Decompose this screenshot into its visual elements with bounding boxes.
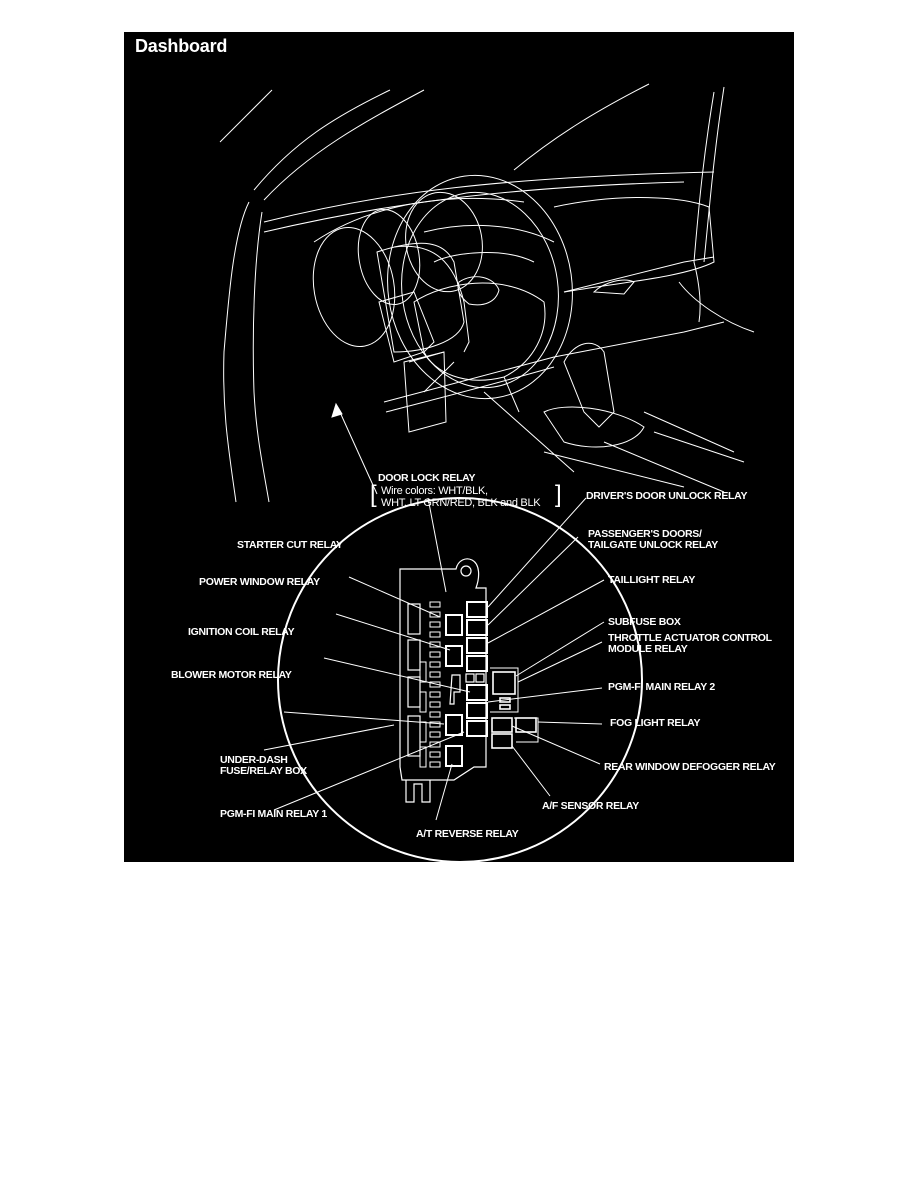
label-fog-light-relay: FOG LIGHT RELAY bbox=[610, 717, 701, 729]
diagram-title: Dashboard bbox=[135, 36, 228, 56]
label-pgm-fi-main-relay-1: PGM-FI MAIN RELAY 1 bbox=[220, 808, 327, 820]
label-passengers-doors-2: TAILGATE UNLOCK RELAY bbox=[588, 539, 719, 551]
label-under-dash-2: FUSE/RELAY BOX bbox=[220, 765, 307, 777]
label-subfuse-box: SUBFUSE BOX bbox=[608, 616, 681, 628]
label-wire-colors-2: WHT, LT GRN/RED, BLK and BLK bbox=[381, 497, 541, 509]
label-drivers-door-unlock-relay: DRIVER'S DOOR UNLOCK RELAY bbox=[586, 490, 748, 502]
label-throttle-actuator-2: MODULE RELAY bbox=[608, 643, 688, 655]
under-dash-fuse-box bbox=[400, 559, 487, 802]
label-power-window-relay: POWER WINDOW RELAY bbox=[199, 576, 320, 588]
diagram-panel bbox=[124, 32, 794, 862]
label-rear-window-defogger-relay: REAR WINDOW DEFOGGER RELAY bbox=[604, 761, 776, 773]
label-starter-cut-relay: STARTER CUT RELAY bbox=[237, 539, 343, 551]
label-throttle-actuator-1: THROTTLE ACTUATOR CONTROL bbox=[608, 632, 772, 644]
label-wire-colors-1: Wire colors: WHT/BLK, bbox=[381, 485, 488, 497]
label-at-reverse-relay: A/T REVERSE RELAY bbox=[416, 828, 519, 840]
dashboard-illustration bbox=[124, 32, 794, 862]
label-ignition-coil-relay: IGNITION COIL RELAY bbox=[188, 626, 295, 638]
label-blower-motor-relay: BLOWER MOTOR RELAY bbox=[171, 669, 292, 681]
label-under-dash-1: UNDER-DASH bbox=[220, 754, 288, 766]
label-passengers-doors-1: PASSENGER'S DOORS/ bbox=[588, 528, 702, 540]
label-taillight-relay: TAILLIGHT RELAY bbox=[608, 574, 696, 586]
bracket-left: [ bbox=[370, 481, 377, 508]
label-af-sensor-relay: A/F SENSOR RELAY bbox=[542, 800, 639, 812]
bracket-right: ] bbox=[555, 481, 562, 508]
label-door-lock-relay: DOOR LOCK RELAY bbox=[378, 472, 476, 484]
label-pgm-fi-main-relay-2: PGM-FI MAIN RELAY 2 bbox=[608, 681, 715, 693]
